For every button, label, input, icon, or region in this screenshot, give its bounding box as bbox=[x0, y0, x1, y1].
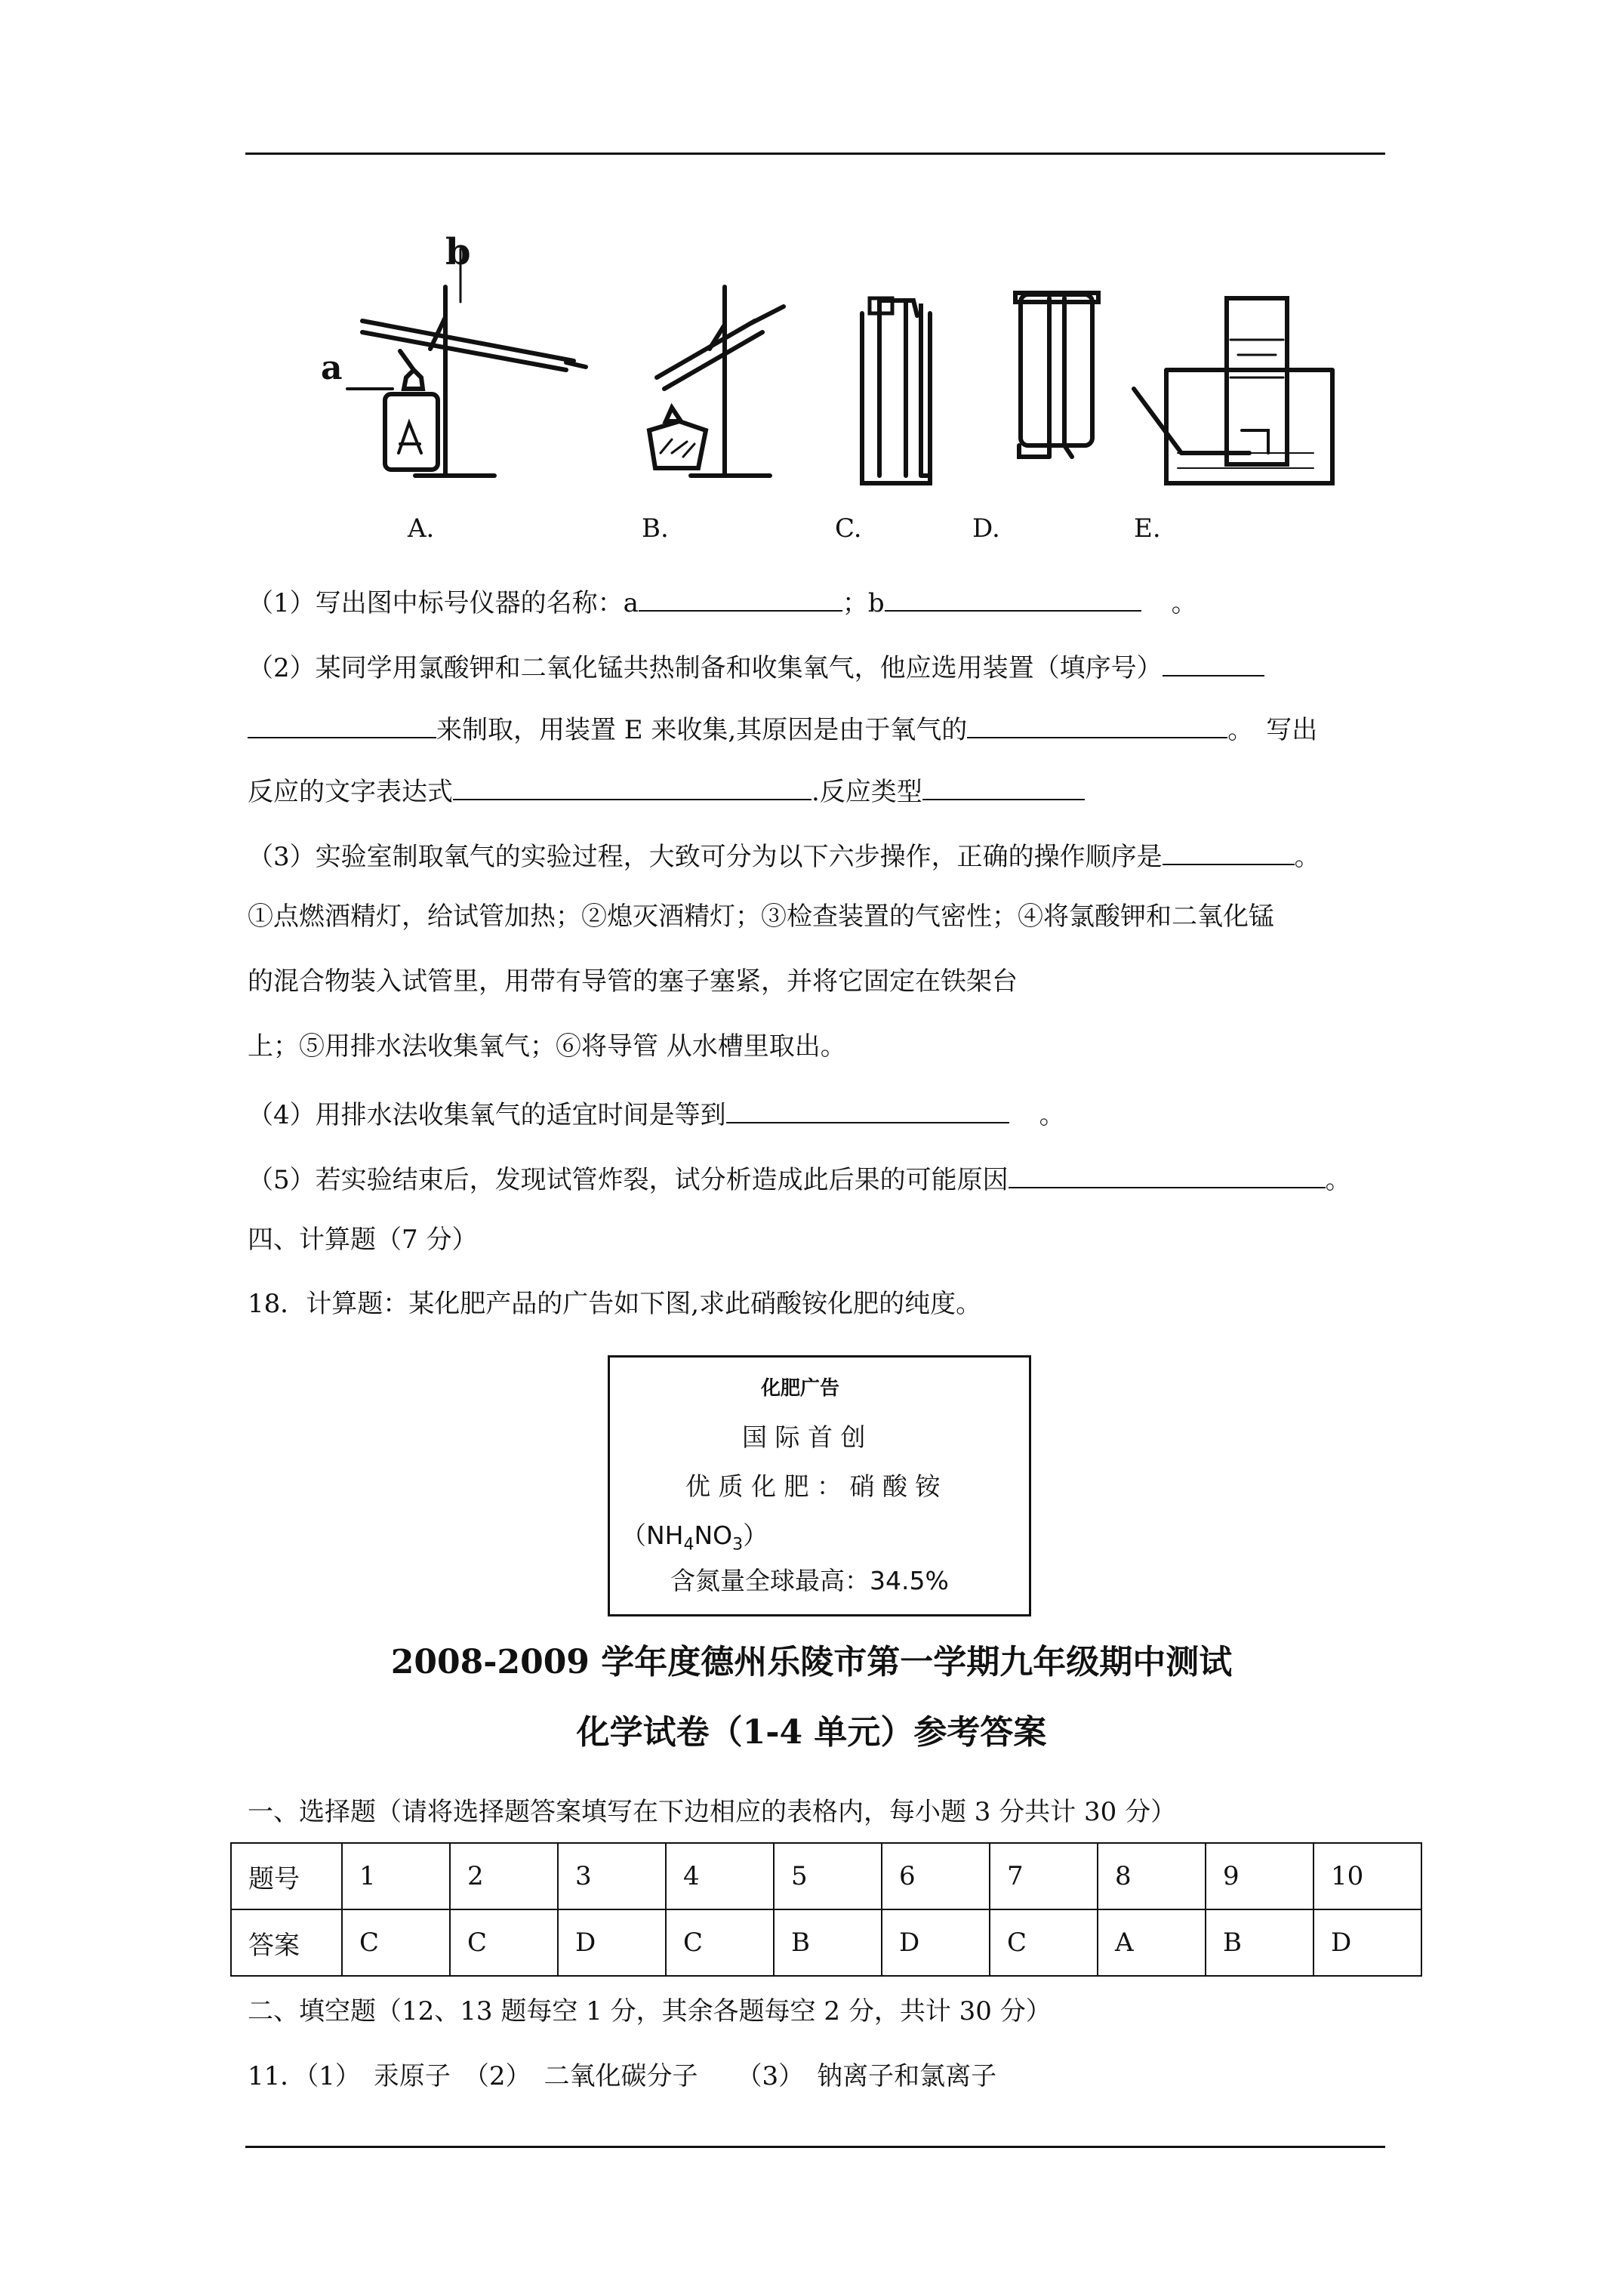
table-cell: 9 bbox=[1206, 1843, 1313, 1909]
label-b: b bbox=[445, 231, 471, 273]
table-cell: D bbox=[882, 1909, 990, 1976]
q17-part3-line3: 的混合物装入试管里，用带有导管的塞子塞紧，并将它固定在铁架台 bbox=[248, 966, 1018, 997]
q17-part2-line1: （2）某同学用氯酸钾和二氧化锰共热制备和收集氧气，他应选用装置（填序号） bbox=[248, 648, 1264, 685]
answer-blank[interactable] bbox=[248, 710, 436, 738]
answer-blank[interactable] bbox=[1009, 1160, 1326, 1188]
q18-text: 18．计算题：某化肥产品的广告如下图,求此硝酸铵化肥的纯度。 bbox=[248, 1289, 982, 1319]
table-cell: 10 bbox=[1313, 1843, 1421, 1909]
answer-blank[interactable] bbox=[1163, 837, 1295, 865]
table-cell: C bbox=[342, 1909, 450, 1976]
apparatus-b bbox=[649, 287, 784, 476]
caption-b: B. bbox=[642, 513, 669, 544]
table-cell: C bbox=[990, 1909, 1098, 1976]
q17-part4: （4）用排水法收集氧气的适宜时间是等到 。 bbox=[248, 1095, 1065, 1132]
ad-formula: $(NH_4NO_3)$ bbox=[621, 1521, 768, 1555]
ad-line2: 优 质 化 肥 ： 硝 酸 铵 bbox=[685, 1472, 941, 1501]
table-cell: 题号 bbox=[231, 1843, 342, 1909]
answer-blank[interactable] bbox=[639, 583, 842, 612]
caption-d: D. bbox=[972, 513, 1000, 544]
table-cell: B bbox=[774, 1909, 882, 1976]
q17-part2-line3: 反应的文字表达式 .反应类型 bbox=[248, 772, 1085, 809]
ad-line1: 国 际 首 创 bbox=[742, 1422, 866, 1452]
q17-part3-line1: （3）实验室制取氧气的实验过程，大致可分为以下六步操作，正确的操作顺序是 。 bbox=[248, 837, 1320, 874]
caption-a: A. bbox=[408, 513, 435, 544]
section1-heading: 一、选择题（请将选择题答案填写在下边相应的表格内，每小题 3 分共计 30 分） bbox=[248, 1797, 1177, 1827]
table-cell: 3 bbox=[558, 1843, 666, 1909]
answer-blank[interactable] bbox=[726, 1095, 1009, 1123]
apparatus-c bbox=[862, 298, 930, 483]
section4-heading: 四、计算题（7 分） bbox=[248, 1225, 478, 1255]
ad-line4: 含氮量全球最高：34.5% bbox=[670, 1566, 949, 1595]
table-row bbox=[231, 1909, 1421, 1976]
bottom-rule bbox=[245, 2146, 1385, 2148]
table-cell: 6 bbox=[882, 1843, 990, 1909]
table-cell: 2 bbox=[450, 1843, 558, 1909]
answer-blank[interactable] bbox=[922, 772, 1085, 800]
answer-blank[interactable] bbox=[885, 583, 1141, 612]
top-rule bbox=[245, 153, 1385, 155]
table-cell: A bbox=[1098, 1909, 1206, 1976]
q17-part3-line2: ①点燃酒精灯，给试管加热；②熄灭酒精灯；③检查装置的气密性；④将氯酸钾和二氧化锰 bbox=[248, 901, 1274, 932]
q17-part1: （1）写出图中标号仪器的名称：a ；b 。 bbox=[248, 583, 1197, 620]
table-cell: C bbox=[450, 1909, 558, 1976]
answer-blank[interactable] bbox=[1163, 648, 1264, 676]
table-cell: C bbox=[666, 1909, 774, 1976]
answer-title-line1: 2008-2009 学年度德州乐陵市第一学期九年级期中测试 bbox=[390, 1643, 1233, 1681]
q17-part3-line4: 上；⑤用排水法收集氧气；⑥将导管 从水槽里取出。 bbox=[248, 1031, 846, 1062]
q17-part5: （5）若实验结束后，发现试管炸裂，试分析造成此后果的可能原因 。 bbox=[248, 1160, 1351, 1197]
table-cell: D bbox=[1313, 1909, 1421, 1976]
table-cell: 答案 bbox=[231, 1909, 342, 1976]
table-cell: 7 bbox=[990, 1843, 1098, 1909]
table-cell: B bbox=[1206, 1909, 1313, 1976]
table-row bbox=[231, 1843, 1421, 1909]
apparatus-e bbox=[1134, 298, 1332, 483]
q11-answer: 11．（1） 汞原子 （2） 二氧化碳分子 （3） 钠离子和氯离子 bbox=[248, 2061, 997, 2091]
answer-table bbox=[230, 1842, 1422, 1977]
ad-title: 化肥广告 bbox=[761, 1377, 840, 1400]
answer-blank[interactable] bbox=[453, 772, 812, 800]
caption-e: E. bbox=[1134, 513, 1161, 544]
table-cell: 8 bbox=[1098, 1843, 1206, 1909]
apparatus-figure bbox=[317, 227, 1336, 498]
section2-heading: 二、填空题（12、13 题每空 1 分，其余各题每空 2 分，共计 30 分） bbox=[248, 1996, 1052, 2026]
answer-title-line2: 化学试卷（1-4 单元）参考答案 bbox=[576, 1713, 1047, 1752]
caption-c: C. bbox=[835, 513, 862, 544]
apparatus-a bbox=[347, 249, 586, 476]
label-a: a bbox=[321, 349, 343, 387]
table-cell: 1 bbox=[342, 1843, 450, 1909]
fertilizer-ad bbox=[608, 1355, 1031, 1616]
table-cell: D bbox=[558, 1909, 666, 1976]
answer-blank[interactable] bbox=[967, 710, 1227, 738]
table-cell: 5 bbox=[774, 1843, 882, 1909]
apparatus-d bbox=[1015, 293, 1098, 457]
table-cell: 4 bbox=[666, 1843, 774, 1909]
q17-part2-line2: 来制取，用装置 E 来收集,其原因是由于氧气的 。 写出 bbox=[248, 710, 1317, 747]
